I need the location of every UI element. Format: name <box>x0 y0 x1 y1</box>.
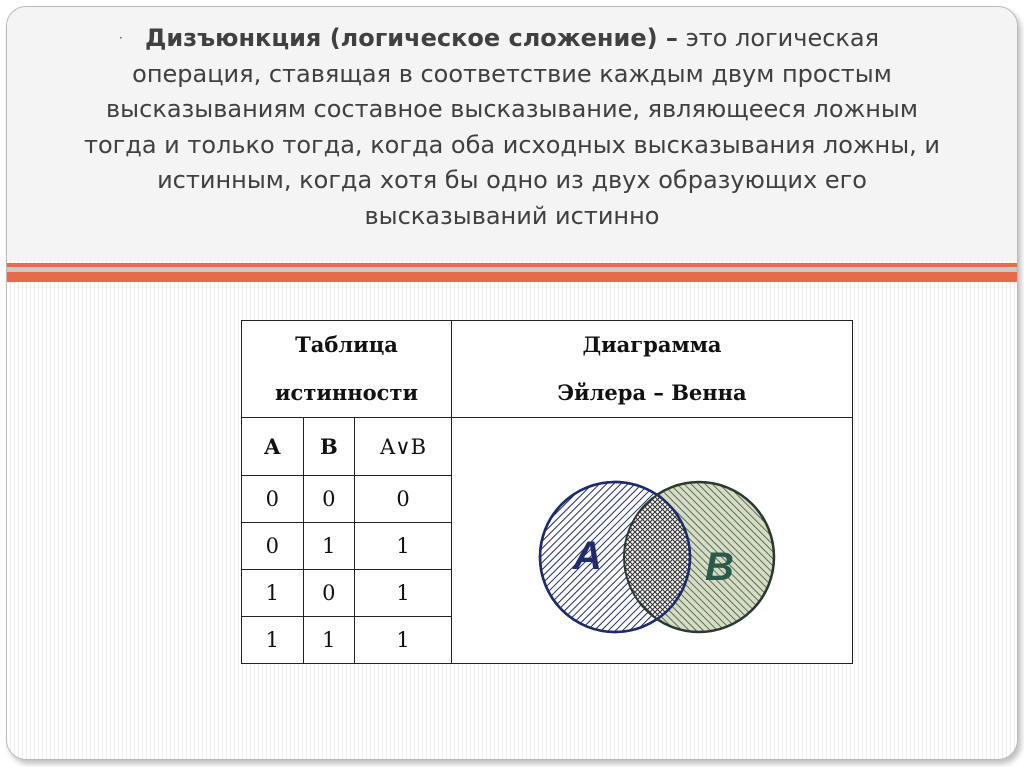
definition-term: Дизъюнкция (логическое сложение) – <box>144 24 678 52</box>
set-a-label: A <box>573 533 602 578</box>
diagram-header-line2: Эйлера – Венна <box>557 380 747 405</box>
cell-b: 0 <box>303 476 354 523</box>
diagram-header <box>452 321 853 418</box>
divider-accent-bottom <box>7 272 1017 282</box>
cell-a: 1 <box>242 570 304 617</box>
truth-header-line2: истинности <box>274 380 419 405</box>
definition-body: это логическая операция, ставящая в соответствие каждым двум простым высказываниям составное высказывание, являющееся ложным тогда и только тогда, когда оба исходных высказывания ложны, и истинным, когда хотя бы одно из двух образующих его высказываний истинно <box>83 24 941 230</box>
cell-b: 1 <box>303 617 354 664</box>
cell-b: 1 <box>303 523 354 570</box>
cell-b: 0 <box>303 570 354 617</box>
venn-diagram-cell <box>452 418 853 664</box>
disjunction-table <box>241 320 853 664</box>
cell-result: 1 <box>355 570 452 617</box>
column-header-a: A <box>242 418 304 476</box>
cell-result: 0 <box>355 476 452 523</box>
title-area <box>7 7 1017 261</box>
column-header-result: A∨B <box>355 418 452 476</box>
venn-diagram <box>535 477 785 639</box>
truth-table-header <box>242 321 452 418</box>
column-header-b: B <box>303 418 354 476</box>
cell-a: 0 <box>242 523 304 570</box>
definition-text <box>77 21 947 234</box>
cell-result: 1 <box>355 617 452 664</box>
truth-header-line1: Таблица <box>295 332 398 357</box>
stray-mark: · <box>119 31 123 45</box>
set-b-label: B <box>705 544 734 589</box>
cell-result: 1 <box>355 523 452 570</box>
cell-a: 0 <box>242 476 304 523</box>
diagram-header-line1: Диаграмма <box>582 332 722 357</box>
cell-a: 1 <box>242 617 304 664</box>
